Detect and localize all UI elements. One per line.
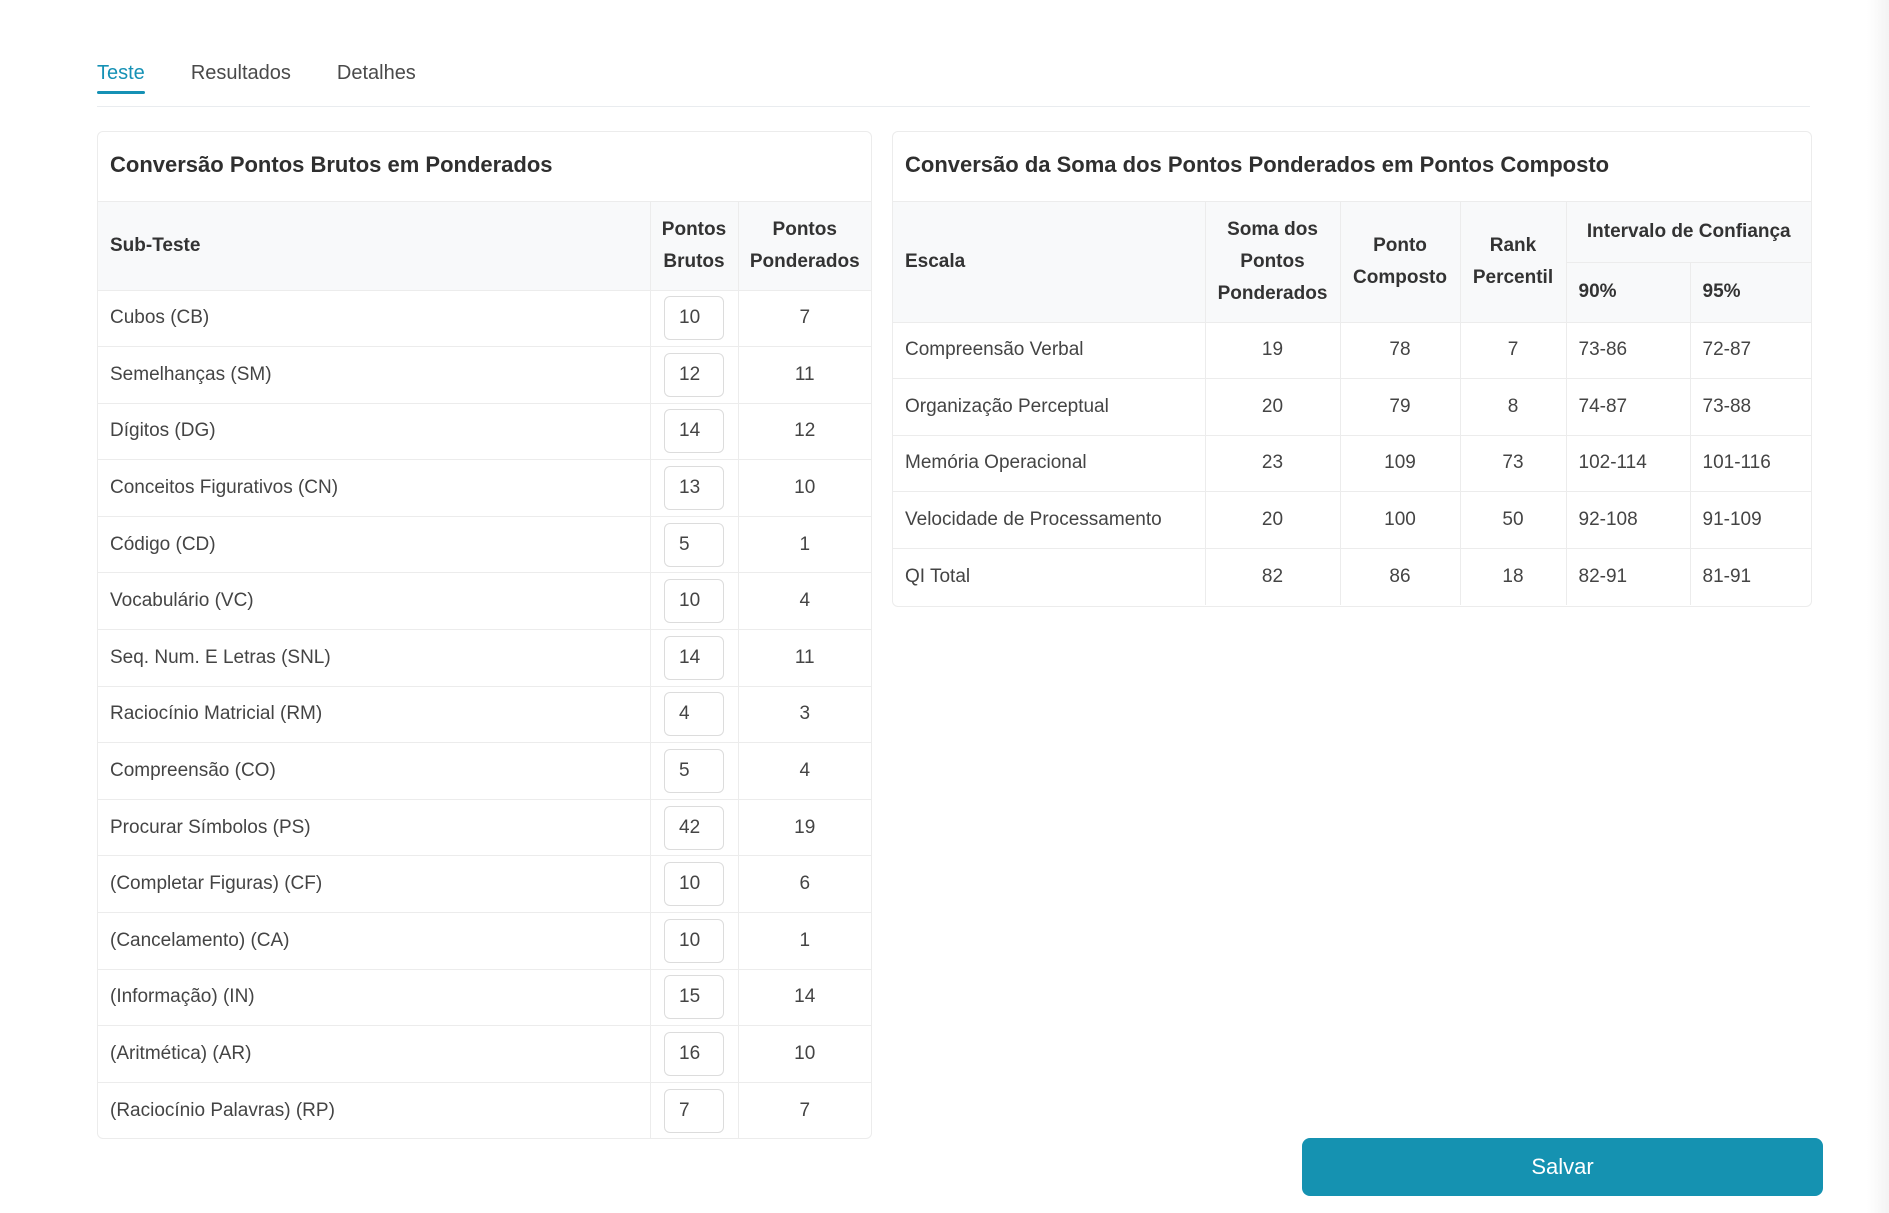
tab-resultados[interactable]: Resultados: [190, 62, 291, 84]
header-ci-90: 90%: [1566, 262, 1690, 322]
ci-90-cell: 92-108: [1566, 492, 1690, 549]
raw-points-input[interactable]: [664, 579, 724, 623]
table-row: [98, 403, 871, 460]
subtest-name: (Raciocínio Palavras) (RP): [98, 1082, 650, 1139]
ci-95-cell: 72-87: [1690, 322, 1811, 379]
subtest-name: (Completar Figuras) (CF): [98, 856, 650, 913]
weighted-points-cell: 10: [738, 460, 871, 517]
tab-teste[interactable]: Teste: [97, 50, 145, 93]
table-row: [98, 856, 871, 913]
weighted-points-cell: 11: [738, 347, 871, 404]
table-row: [893, 492, 1811, 549]
ci-90-cell: 74-87: [1566, 379, 1690, 436]
weighted-points-cell: 4: [738, 573, 871, 630]
weighted-sum-cell: 82: [1205, 548, 1340, 605]
ci-90-cell: 102-114: [1566, 435, 1690, 492]
weighted-sum-cell: 23: [1205, 435, 1340, 492]
raw-points-cell: [650, 799, 738, 856]
raw-points-input[interactable]: [664, 806, 724, 850]
ci-95-cell: 91-109: [1690, 492, 1811, 549]
percentile-rank-cell: 50: [1460, 492, 1566, 549]
table-row: [98, 1026, 871, 1083]
raw-points-cell: [650, 573, 738, 630]
composite-conversion-card: [892, 131, 1812, 607]
subtest-name: Cubos (CB): [98, 290, 650, 347]
weighted-points-cell: 11: [738, 630, 871, 687]
tab-detalhes[interactable]: Detalhes: [336, 62, 416, 84]
composite-point-cell: 78: [1340, 322, 1460, 379]
composite-table-body: [893, 322, 1811, 605]
subtest-name: Semelhanças (SM): [98, 347, 650, 404]
scale-name: Memória Operacional: [893, 435, 1205, 492]
weighted-points-cell: 19: [738, 799, 871, 856]
raw-points-input[interactable]: [664, 636, 724, 680]
raw-table-body: [98, 290, 871, 1139]
weighted-points-cell: 14: [738, 969, 871, 1026]
header-subtest: Sub-Teste: [98, 202, 650, 290]
weighted-points-cell: 12: [738, 403, 871, 460]
weighted-points-cell: 4: [738, 743, 871, 800]
table-row: [98, 630, 871, 687]
table-row: [98, 799, 871, 856]
composite-point-cell: 100: [1340, 492, 1460, 549]
percentile-rank-cell: 8: [1460, 379, 1566, 436]
save-button[interactable]: Salvar: [1302, 1138, 1823, 1196]
raw-points-input[interactable]: [664, 296, 724, 340]
subtest-name: (Aritmética) (AR): [98, 1026, 650, 1083]
header-composite-point: Ponto Composto: [1340, 202, 1460, 322]
table-row: [893, 435, 1811, 492]
percentile-rank-cell: 7: [1460, 322, 1566, 379]
table-row: [98, 573, 871, 630]
composite-point-cell: 109: [1340, 435, 1460, 492]
raw-points-input[interactable]: [664, 749, 724, 793]
raw-points-cell: [650, 403, 738, 460]
raw-points-cell: [650, 969, 738, 1026]
composite-table-header-row: [893, 202, 1811, 262]
raw-points-input[interactable]: [664, 975, 724, 1019]
table-row: [98, 460, 871, 517]
header-weighted-sum: Soma dos Pontos Ponderados: [1205, 202, 1340, 322]
raw-conversion-table: [98, 202, 871, 1139]
weighted-sum-cell: 19: [1205, 322, 1340, 379]
table-row: [98, 290, 871, 347]
table-row: [98, 1082, 871, 1139]
raw-points-cell: [650, 1082, 738, 1139]
raw-points-cell: [650, 290, 738, 347]
subtest-name: Código (CD): [98, 516, 650, 573]
raw-points-cell: [650, 856, 738, 913]
table-row: [98, 347, 871, 404]
subtest-name: (Informação) (IN): [98, 969, 650, 1026]
raw-points-cell: [650, 686, 738, 743]
ci-95-cell: 101-116: [1690, 435, 1811, 492]
percentile-rank-cell: 73: [1460, 435, 1566, 492]
raw-points-input[interactable]: [664, 862, 724, 906]
raw-points-input[interactable]: [664, 1089, 724, 1133]
ci-95-cell: 81-91: [1702, 565, 1752, 587]
subtest-name: Procurar Símbolos (PS): [98, 799, 650, 856]
header-weighted-points: Pontos Ponderados: [738, 202, 871, 290]
raw-conversion-card: [97, 131, 872, 1139]
header-percentile-rank: Rank Percentil: [1460, 202, 1566, 322]
raw-points-input[interactable]: [664, 523, 724, 567]
raw-points-cell: [650, 1026, 738, 1083]
raw-points-input[interactable]: [664, 1032, 724, 1076]
composite-point-cell: 79: [1340, 379, 1460, 436]
header-raw-points: Pontos Brutos: [650, 202, 738, 290]
ci-90-cell: 73-86: [1566, 322, 1690, 379]
table-row: [98, 969, 871, 1026]
percentile-rank-cell: 18: [1460, 548, 1566, 605]
table-row: [893, 379, 1811, 436]
scale-name: Organização Perceptual: [893, 379, 1205, 436]
raw-table-header-row: [98, 202, 871, 290]
raw-points-cell: [650, 460, 738, 517]
raw-points-cell: [650, 347, 738, 404]
subtest-name: Raciocínio Matricial (RM): [98, 686, 650, 743]
raw-conversion-title: Conversão Pontos Brutos em Ponderados: [98, 132, 871, 202]
weighted-sum-cell: 20: [1205, 492, 1340, 549]
header-ci-95: 95%: [1690, 262, 1811, 322]
composite-conversion-table: [893, 202, 1811, 605]
window-edge: [1867, 0, 1889, 1213]
weighted-points-cell: 3: [738, 686, 871, 743]
table-row: [893, 548, 1811, 605]
header-scale: Escala: [893, 202, 1205, 322]
weighted-points-cell: 7: [738, 290, 871, 347]
ci-90-cell: 82-91: [1566, 548, 1690, 605]
raw-points-cell: [650, 743, 738, 800]
raw-points-input[interactable]: [664, 692, 724, 736]
weighted-points-cell: 1: [738, 516, 871, 573]
subtest-name: Conceitos Figurativos (CN): [98, 460, 650, 517]
weighted-points-cell: 6: [738, 856, 871, 913]
ci-95-cell: 73-88: [1690, 379, 1811, 436]
composite-conversion-title: Conversão da Soma dos Pontos Ponderados em Pontos Composto: [893, 132, 1811, 202]
weighted-sum-cell: 20: [1205, 379, 1340, 436]
header-confidence-interval: Intervalo de Confiança: [1566, 202, 1811, 262]
scale-name: QI Total: [893, 548, 1205, 605]
subtest-name: Vocabulário (VC): [98, 573, 650, 630]
raw-points-input[interactable]: [664, 409, 724, 453]
raw-points-input[interactable]: [664, 919, 724, 963]
table-row: [98, 743, 871, 800]
tab-bar: [97, 50, 1810, 107]
raw-points-input[interactable]: [664, 466, 724, 510]
raw-points-input[interactable]: [664, 353, 724, 397]
table-row: [98, 516, 871, 573]
scale-name: Compreensão Verbal: [893, 322, 1205, 379]
subtest-name: Compreensão (CO): [98, 743, 650, 800]
composite-point-cell: 86: [1340, 548, 1460, 605]
raw-points-cell: [650, 630, 738, 687]
weighted-points-cell: 1: [738, 913, 871, 970]
subtest-name: (Cancelamento) (CA): [98, 913, 650, 970]
table-row: [893, 322, 1811, 379]
raw-points-cell: [650, 516, 738, 573]
subtest-name: Dígitos (DG): [98, 403, 650, 460]
table-row: [98, 913, 871, 970]
weighted-points-cell: 10: [738, 1026, 871, 1083]
table-row: [98, 686, 871, 743]
scale-name: Velocidade de Processamento: [893, 492, 1205, 549]
raw-points-cell: [650, 913, 738, 970]
weighted-points-cell: 7: [799, 1099, 811, 1121]
subtest-name: Seq. Num. E Letras (SNL): [98, 630, 650, 687]
